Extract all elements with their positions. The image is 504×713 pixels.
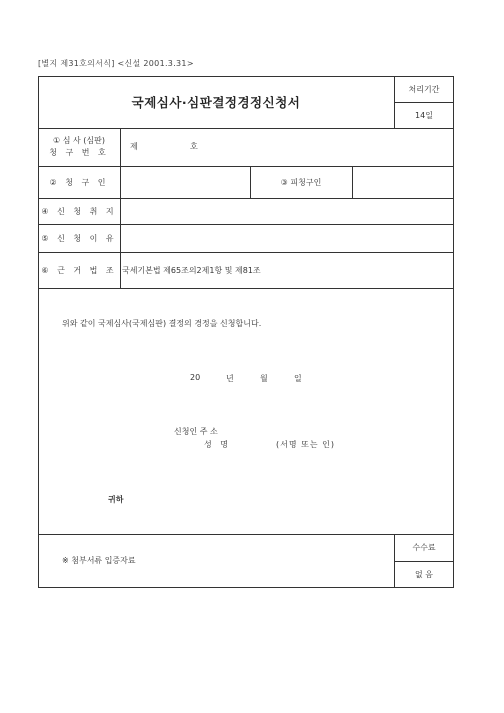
date-year-unit: 년 bbox=[226, 374, 234, 383]
document-title: 국제심사·심판결정경정신청서 bbox=[131, 95, 301, 110]
request-number-label bbox=[38, 128, 120, 166]
attachment-note: ※ 첨부서류 입증자료 bbox=[62, 556, 136, 565]
processing-period-value: 14일 bbox=[415, 110, 433, 120]
reason-label: ⑤ 신 청 이 유 bbox=[41, 233, 117, 243]
request-number-label-line2: 청 구 번 호 bbox=[49, 148, 109, 157]
divider bbox=[38, 288, 454, 289]
applicant-name-label: 성 명 bbox=[204, 440, 231, 449]
legal-basis-value: 국세기본법 제65조의2제1항 및 제81조 bbox=[122, 266, 261, 275]
purpose-field[interactable] bbox=[121, 199, 453, 223]
request-number-prefix: 제 bbox=[130, 142, 138, 151]
legal-basis-label: ⑥ 근 거 법 조 bbox=[41, 265, 117, 275]
request-statement: 위와 같이 국제심사(국제심판) 결정의 경정을 신청합니다. bbox=[62, 319, 262, 328]
purpose-label: ④ 신 청 취 지 bbox=[41, 206, 117, 216]
signature-hint: (서명 또는 인) bbox=[276, 440, 335, 449]
request-number-suffix: 호 bbox=[190, 142, 198, 151]
reason-field[interactable] bbox=[121, 225, 453, 251]
form-number-label: [별지 제31호의서식] <신설 2001.3.31> bbox=[38, 59, 194, 68]
request-number-label-line1: ① 심 사 (심판) bbox=[53, 136, 105, 145]
recipient-label: 귀하 bbox=[108, 495, 124, 504]
respondent-label: ③ 피청구인 bbox=[280, 177, 322, 187]
divider bbox=[38, 534, 454, 535]
date-day-unit: 일 bbox=[294, 374, 302, 383]
date-month-unit: 월 bbox=[260, 374, 268, 383]
processing-period-label: 처리기간 bbox=[408, 84, 440, 94]
claimant-label: ② 청 구 인 bbox=[49, 177, 109, 187]
fee-value: 없 음 bbox=[415, 570, 433, 579]
fee-label: 수수료 bbox=[412, 543, 436, 552]
respondent-field[interactable] bbox=[353, 167, 453, 197]
claimant-field[interactable] bbox=[121, 167, 249, 197]
applicant-address-label: 신청인 주 소 bbox=[174, 427, 218, 436]
date-year: 20 bbox=[190, 373, 201, 382]
